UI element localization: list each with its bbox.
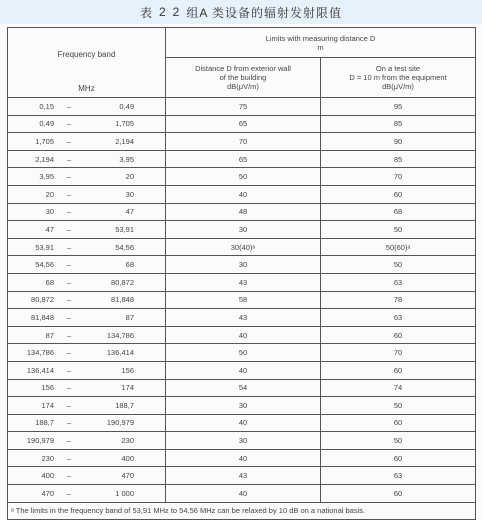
frequency-cell — [8, 414, 166, 432]
caption-prefix: 表 — [139, 5, 153, 20]
test-site-limit: 95 — [321, 98, 476, 116]
frequency-cell — [8, 273, 166, 291]
caption-number-1: 2 — [158, 5, 167, 19]
exterior-wall-limit: 50 — [166, 168, 321, 186]
exterior-wall-header: Distance D from exterior wall of the building dB(μV/m) — [166, 58, 321, 98]
frequency-cell — [8, 432, 166, 450]
frequency-high: 470 — [121, 471, 134, 481]
frequency-high: 80,872 — [111, 277, 134, 287]
test-site-limit: 50 — [321, 397, 476, 415]
frequency-high: 1 000 — [115, 488, 134, 498]
frequency-cell — [8, 238, 166, 256]
table-row — [8, 414, 476, 432]
frequency-cell — [8, 115, 166, 133]
frequency-low: 230 — [41, 453, 54, 463]
frequency-high: 87 — [125, 312, 134, 322]
frequency-low: 47 — [45, 224, 54, 234]
test-site-limit: 70 — [321, 344, 476, 362]
frequency-cell — [8, 449, 166, 467]
range-dash: – — [66, 453, 72, 463]
exterior-wall-limit: 48 — [166, 203, 321, 221]
table-row — [8, 432, 476, 450]
table-row — [8, 273, 476, 291]
frequency-low: 30 — [45, 207, 54, 217]
frequency-low: 54,56 — [35, 260, 54, 270]
test-site-header: On a test site D = 10 m from the equipment dB(μV/m) — [321, 58, 476, 98]
test-site-limit: 60 — [321, 414, 476, 432]
test-site-limit: 63 — [321, 309, 476, 327]
table-row — [8, 185, 476, 203]
table-row — [8, 98, 476, 116]
exterior-wall-limit: 54 — [166, 379, 321, 397]
frequency-high: 188,7 — [115, 400, 134, 410]
exterior-wall-limit: 40 — [166, 449, 321, 467]
exterior-wall-limit: 40 — [166, 326, 321, 344]
table-row — [8, 291, 476, 309]
test-site-limit: 60 — [321, 185, 476, 203]
frequency-cell — [8, 485, 166, 503]
frequency-high: 0,49 — [119, 101, 134, 111]
frequency-low: 174 — [41, 400, 54, 410]
range-dash: – — [66, 471, 72, 481]
range-dash: – — [66, 207, 72, 217]
frequency-high: 400 — [121, 453, 134, 463]
frequency-high: 30 — [125, 189, 134, 199]
frequency-low: 81,848 — [31, 312, 54, 322]
table-body — [8, 98, 476, 503]
range-dash: – — [66, 154, 72, 164]
exterior-wall-limit: 30(40)ᵃ — [166, 238, 321, 256]
exterior-wall-limit: 30 — [166, 432, 321, 450]
test-site-limit: 90 — [321, 133, 476, 151]
frequency-high: 3,95 — [119, 154, 134, 164]
table-row — [8, 467, 476, 485]
range-dash: – — [66, 488, 72, 498]
frequency-cell — [8, 185, 166, 203]
exterior-wall-limit: 40 — [166, 485, 321, 503]
range-dash: – — [66, 348, 72, 358]
frequency-low: 136,414 — [26, 365, 54, 375]
table-row — [8, 449, 476, 467]
frequency-low: 80,872 — [31, 295, 54, 305]
exterior-wall-limit: 70 — [166, 133, 321, 151]
exterior-wall-limit: 43 — [166, 273, 321, 291]
frequency-cell — [8, 397, 166, 415]
frequency-high: 174 — [121, 383, 134, 393]
frequency-high: 47 — [125, 207, 134, 217]
exterior-wall-limit: 75 — [166, 98, 321, 116]
table-row — [8, 344, 476, 362]
frequency-cell — [8, 291, 166, 309]
table-row — [8, 238, 476, 256]
frequency-high: 20 — [125, 172, 134, 182]
frequency-low: 134,786 — [26, 348, 54, 358]
frequency-low: 188,7 — [35, 418, 54, 428]
range-dash: – — [66, 119, 72, 129]
table-row — [8, 168, 476, 186]
exterior-wall-limit: 30 — [166, 397, 321, 415]
test-site-limit: 60 — [321, 485, 476, 503]
test-site-limit: 78 — [321, 291, 476, 309]
frequency-low: 190,979 — [26, 436, 54, 446]
frequency-high: 54,56 — [115, 242, 134, 252]
range-dash: – — [66, 136, 72, 146]
exterior-wall-limit: 30 — [166, 256, 321, 274]
exterior-wall-limit: 40 — [166, 361, 321, 379]
frequency-low: 156 — [41, 383, 54, 393]
frequency-low: 0,49 — [39, 119, 54, 129]
frequency-high: 68 — [125, 260, 134, 270]
range-dash: – — [66, 189, 72, 199]
test-site-limit: 63 — [321, 467, 476, 485]
frequency-high: 53,91 — [115, 224, 134, 234]
frequency-cell — [8, 344, 166, 362]
table-row — [8, 133, 476, 151]
frequency-cell — [8, 133, 166, 151]
frequency-low: 20 — [45, 189, 54, 199]
frequency-cell — [8, 221, 166, 239]
range-dash: – — [66, 242, 72, 252]
frequency-cell — [8, 168, 166, 186]
test-site-limit: 60 — [321, 449, 476, 467]
exterior-wall-limit: 30 — [166, 221, 321, 239]
frequency-cell — [8, 150, 166, 168]
frequency-low: 1,705 — [35, 136, 54, 146]
test-site-limit: 85 — [321, 115, 476, 133]
frequency-high: 136,414 — [106, 348, 134, 358]
exterior-wall-limit: 43 — [166, 309, 321, 327]
exterior-wall-limit: 65 — [166, 150, 321, 168]
test-site-limit: 85 — [321, 150, 476, 168]
limits-header-line2: m — [317, 42, 324, 52]
frequency-high: 190,979 — [106, 418, 134, 428]
frequency-cell — [8, 326, 166, 344]
emission-limits-table — [7, 27, 476, 520]
range-dash: – — [66, 365, 72, 375]
table-row — [8, 115, 476, 133]
table-row — [8, 150, 476, 168]
range-dash: – — [66, 260, 72, 270]
test-site-limit: 70 — [321, 168, 476, 186]
frequency-cell — [8, 98, 166, 116]
range-dash: – — [66, 172, 72, 182]
frequency-high: 156 — [121, 365, 134, 375]
range-dash: – — [66, 400, 72, 410]
frequency-high: 1,705 — [115, 119, 134, 129]
table-row — [8, 203, 476, 221]
frequency-low: 87 — [45, 330, 54, 340]
caption-text: 组A 类设备的辐射发射限值 — [186, 5, 343, 20]
range-dash: – — [66, 224, 72, 234]
table-row — [8, 485, 476, 503]
frequency-low: 68 — [45, 277, 54, 287]
table-row — [8, 379, 476, 397]
frequency-cell — [8, 309, 166, 327]
range-dash: – — [66, 277, 72, 287]
exterior-wall-limit: 65 — [166, 115, 321, 133]
table-caption — [0, 0, 482, 24]
range-dash: – — [66, 101, 72, 111]
frequency-low: 3,95 — [39, 172, 54, 182]
unit-header: MHz — [8, 80, 166, 98]
footnote: ᵃ The limits in the frequency band of 53,91 MHz to 54,56 MHz can be relaxed by 10 dB on a national basis. — [8, 502, 476, 520]
exterior-wall-limit: 50 — [166, 344, 321, 362]
range-dash: – — [66, 312, 72, 322]
range-dash: – — [66, 383, 72, 393]
table-row — [8, 221, 476, 239]
test-site-limit: 60 — [321, 361, 476, 379]
table-row — [8, 309, 476, 327]
range-dash: – — [66, 418, 72, 428]
test-site-limit: 68 — [321, 203, 476, 221]
test-site-limit: 50 — [321, 221, 476, 239]
frequency-low: 470 — [41, 488, 54, 498]
frequency-high: 134,786 — [106, 330, 134, 340]
exterior-wall-limit: 40 — [166, 414, 321, 432]
range-dash: – — [66, 330, 72, 340]
exterior-wall-limit: 58 — [166, 291, 321, 309]
frequency-low: 53,91 — [35, 242, 54, 252]
table-row — [8, 397, 476, 415]
exterior-wall-limit: 43 — [166, 467, 321, 485]
table-row — [8, 256, 476, 274]
range-dash: – — [66, 436, 72, 446]
frequency-low: 0,15 — [39, 101, 54, 111]
frequency-cell — [8, 256, 166, 274]
test-site-limit: 63 — [321, 273, 476, 291]
frequency-band-header: Frequency band — [8, 28, 166, 80]
frequency-low: 400 — [41, 471, 54, 481]
test-site-limit: 50 — [321, 256, 476, 274]
table-row — [8, 326, 476, 344]
test-site-limit: 74 — [321, 379, 476, 397]
frequency-cell — [8, 379, 166, 397]
limits-header-line1: Limits with measuring distance D — [265, 33, 376, 43]
frequency-low: 2,194 — [35, 154, 54, 164]
caption-number-2: 2 — [172, 5, 181, 19]
frequency-high: 230 — [121, 436, 134, 446]
test-site-limit: 60 — [321, 326, 476, 344]
test-site-limit: 50 — [321, 432, 476, 450]
range-dash: – — [66, 295, 72, 305]
frequency-high: 81,848 — [111, 295, 134, 305]
table-row — [8, 361, 476, 379]
frequency-cell — [8, 467, 166, 485]
frequency-cell — [8, 361, 166, 379]
frequency-high: 2,194 — [115, 136, 134, 146]
exterior-wall-limit: 40 — [166, 185, 321, 203]
limits-header — [166, 28, 476, 58]
test-site-limit: 50(60)ᵃ — [321, 238, 476, 256]
frequency-cell — [8, 203, 166, 221]
